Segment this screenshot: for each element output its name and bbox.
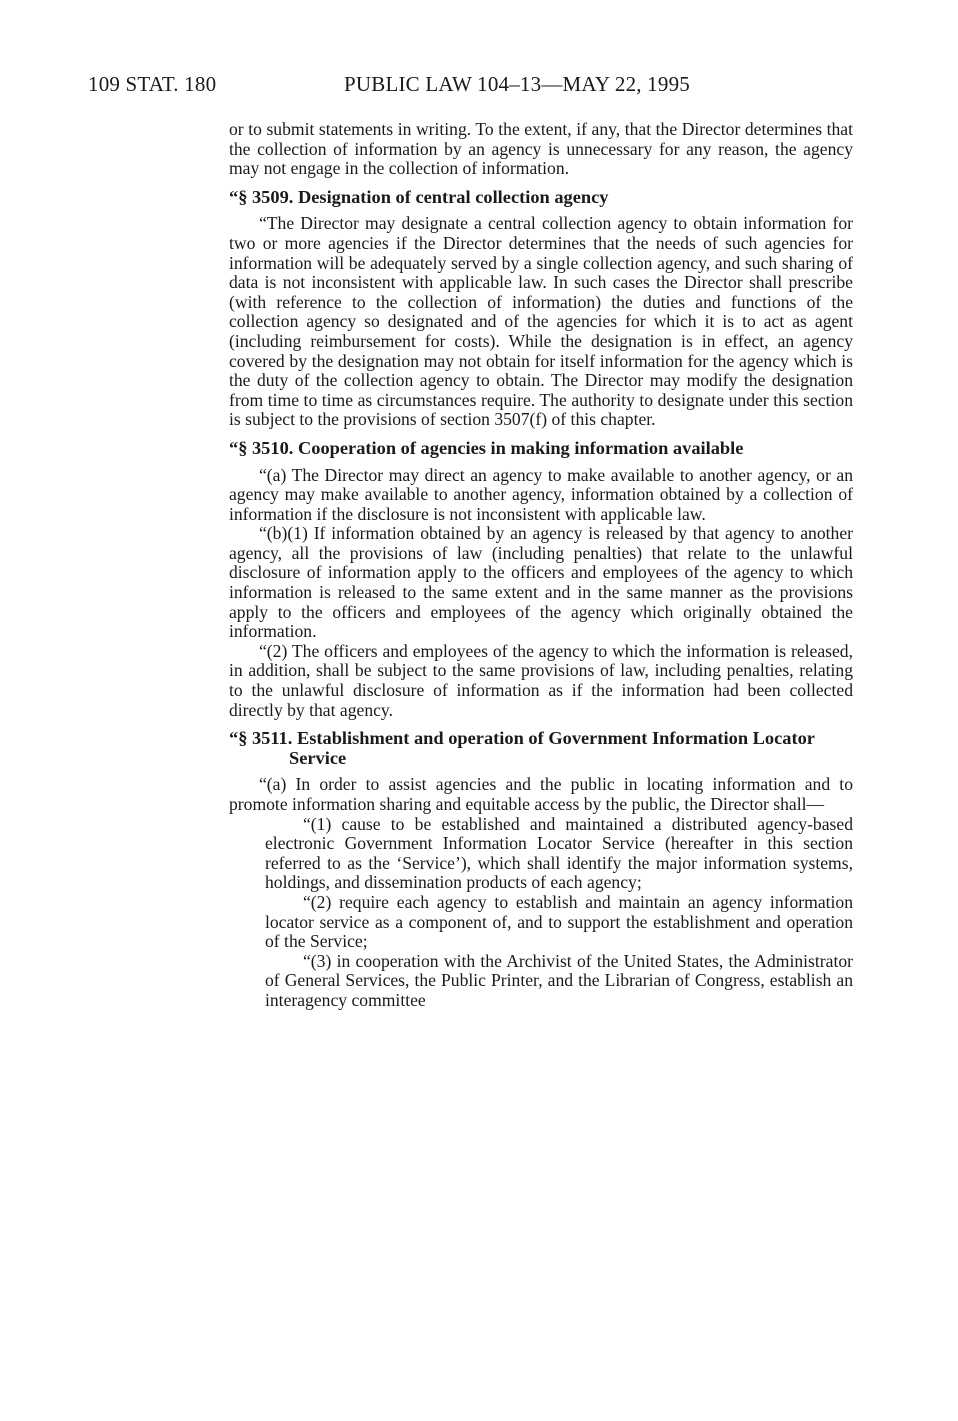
section-3509-heading: “§ 3509. Designation of central collection agency (229, 186, 609, 207)
section-3510-paragraph-a: “(a) The Director may direct an agency to make available to another agency, or an agency may make available to another agency, information obtained by a collection of information if the disclosure is not inconsistent with applicable law. (229, 464, 853, 524)
intro-paragraph: or to submit statements in writing. To the extent, if any, that the Director determines that the collection of information by an agency is unnecessary for any reason, the agency may not engage in the collection of information. (229, 119, 853, 179)
section-3511-item-1: “(1) cause to be established and maintained a distributed agency-based electronic Government Information Locator Service (hereafter in this section referred to as the ‘Service’), which shall identify the major information systems, holdings, and dissemination products of each agency; (265, 813, 853, 893)
section-3511-item-3: “(3) in cooperation with the Archivist of the United States, the Administrator of General Services, the Public Printer, and the Librarian of Congress, establish an interagency committee (265, 950, 853, 1010)
document-body (229, 120, 853, 1011)
public-law-citation: PUBLIC LAW 104–13—MAY 22, 1995 (344, 72, 690, 96)
section-3510-paragraph-b1: “(b)(1) If information obtained by an agency is released by that agency to another agency, all the provisions of law (including penalties) that relate to the unlawful disclosure of information apply to the officers and employees of the agency to which information is released to the same extent and in the same manner as the provisions apply to the officers and employees of the agency which originally obtained the information. (229, 523, 853, 642)
section-3511-item-2: “(2) require each agency to establish and maintain an agency information locator service as a component of, and to support the establishment and operation of the Service; (265, 891, 853, 952)
section-3510-paragraph-b2: “(2) The officers and employees of the agency to which the information is released, in addition, shall be subject to the same provisions of law, including penalties, relating to the unlawful disclosure of information as if the information had been collected directly by that agency. (229, 640, 853, 720)
section-3509-paragraph: “The Director may designate a central collection agency to obtain information for two or more agencies if the Director determines that the needs of such agencies for information will be adequately served by a single collection agency, and such sharing of data is not inconsistent with applicable law. In such cases the Director shall prescribe (with reference to the collection of information) the duties and functions of the collection agency so designated and of the agencies for which it is to act as agent (including reimbursement for costs). While the designation is in effect, an agency covered by the designation may not obtain for itself information for the agency which is the duty of the collection agency to obtain. The Director may modify the designation from time to time as circumstances require. The authority to designate under this section is subject to the provisions of section 3507(f) of this chapter. (229, 213, 853, 430)
section-3510-heading: “§ 3510. Cooperation of agencies in making information available (229, 437, 744, 458)
statute-page-number: 109 STAT. 180 (88, 72, 217, 96)
section-3511-heading: “§ 3511. Establishment and operation of Government Information Locator Service (229, 728, 815, 768)
section-3511-paragraph-a: “(a) In order to assist agencies and the public in locating information and to promote information sharing and equitable access by the public, the Director shall— (229, 774, 853, 814)
